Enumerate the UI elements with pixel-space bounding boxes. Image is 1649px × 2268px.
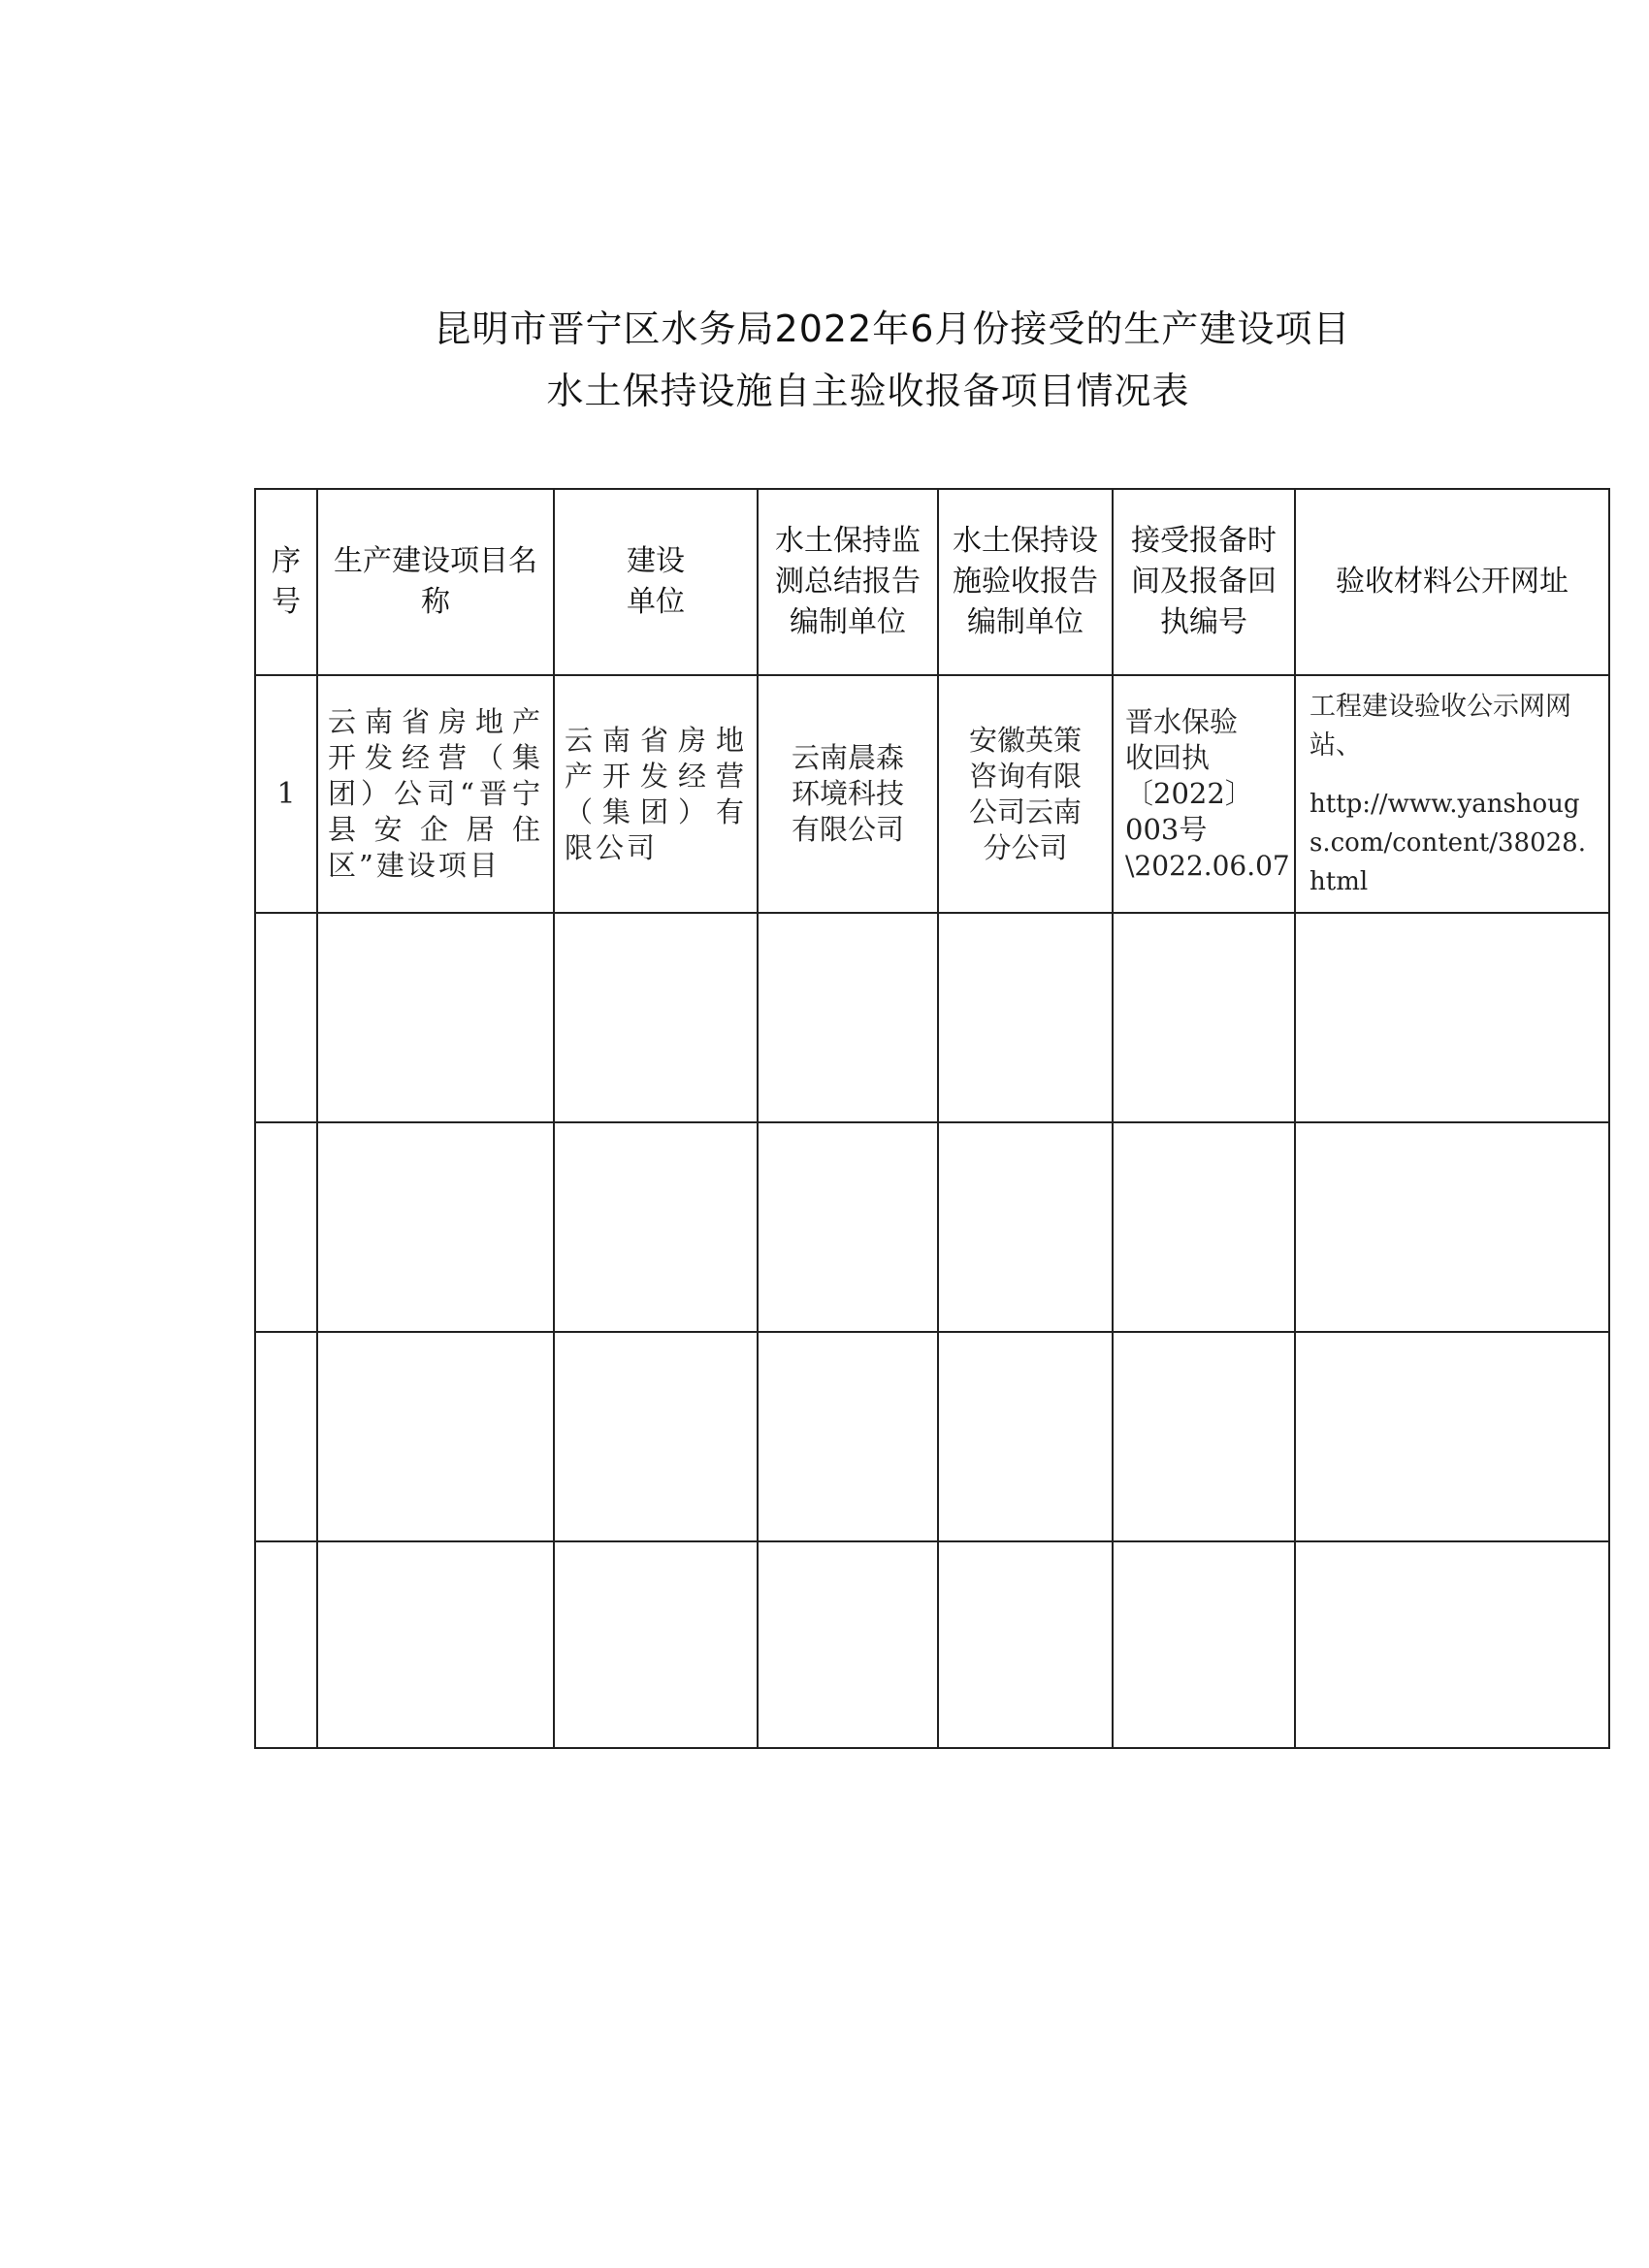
empty-cell xyxy=(554,1541,758,1748)
empty-cell xyxy=(317,1541,554,1748)
receipt-date: \2022.06.07 xyxy=(1125,850,1290,882)
empty-cell xyxy=(758,1332,938,1541)
empty-cell xyxy=(554,913,758,1122)
table-row-empty xyxy=(255,1122,1609,1332)
empty-cell xyxy=(554,1122,758,1332)
header-seq: 序号 xyxy=(255,489,317,675)
empty-cell xyxy=(317,1332,554,1541)
empty-cell xyxy=(317,1122,554,1332)
report-table xyxy=(254,488,1610,1749)
header-public-url: 验收材料公开网址 xyxy=(1295,489,1609,675)
cell-receipt xyxy=(1113,675,1295,913)
empty-cell xyxy=(255,1122,317,1332)
table-row-empty xyxy=(255,1541,1609,1748)
table-row-empty xyxy=(255,913,1609,1122)
empty-cell xyxy=(938,1122,1113,1332)
empty-cell xyxy=(1295,913,1609,1122)
empty-cell xyxy=(1113,913,1295,1122)
header-receipt: 接受报备时间及报备回执编号 xyxy=(1113,489,1295,675)
receipt-line2: 收回执 xyxy=(1125,741,1211,774)
cell-acceptance-unit: 安徽英策咨询有限公司云南分公司 xyxy=(938,675,1113,913)
header-monitoring-unit: 水土保持监测总结报告编制单位 xyxy=(758,489,938,675)
empty-cell xyxy=(938,913,1113,1122)
empty-cell xyxy=(1113,1541,1295,1748)
document-title-line2: 水土保持设施自主验收报备项目情况表 xyxy=(546,370,1190,412)
header-acceptance-unit: 水土保持设施验收报告编制单位 xyxy=(938,489,1113,675)
empty-cell xyxy=(1295,1332,1609,1541)
cell-monitoring-unit: 云南晨森环境科技有限公司 xyxy=(758,675,938,913)
table-row-empty xyxy=(255,1332,1609,1541)
cell-project-name: 云南省房地产开发经营（集团）公司“晋宁县安企居住区”建设项目 xyxy=(317,675,554,913)
header-project-name: 生产建设项目名称 xyxy=(317,489,554,675)
cell-construction-unit: 云南省房地产开发经营（集团）有限公司 xyxy=(554,675,758,913)
empty-cell xyxy=(255,1541,317,1748)
empty-cell xyxy=(938,1541,1113,1748)
receipt-line3: 〔2022〕 xyxy=(1125,777,1253,810)
receipt-line1: 晋水保验 xyxy=(1125,705,1239,738)
empty-cell xyxy=(317,913,554,1122)
empty-cell xyxy=(938,1332,1113,1541)
empty-cell xyxy=(1113,1122,1295,1332)
empty-cell xyxy=(1295,1541,1609,1748)
empty-cell xyxy=(758,1541,938,1748)
cell-seq: 1 xyxy=(255,675,317,913)
empty-cell xyxy=(255,1332,317,1541)
table-row xyxy=(255,675,1609,913)
empty-cell xyxy=(1113,1332,1295,1541)
empty-cell xyxy=(255,913,317,1122)
empty-cell xyxy=(758,1122,938,1332)
empty-cell xyxy=(1295,1122,1609,1332)
receipt-line4: 003号 xyxy=(1125,813,1208,846)
empty-cell xyxy=(758,913,938,1122)
cell-public-url xyxy=(1295,675,1609,913)
url-label: 工程建设验收公示网网站、 xyxy=(1310,691,1571,761)
header-construction-unit: 建设单位 xyxy=(554,489,758,675)
header-row xyxy=(255,489,1609,675)
empty-cell xyxy=(554,1332,758,1541)
url-link[interactable]: http://www.yanshougs.com/content/38028.html xyxy=(1310,789,1586,896)
document-title-line1: 昆明市晋宁区水务局2022年6月份接受的生产建设项目 xyxy=(434,308,1351,350)
